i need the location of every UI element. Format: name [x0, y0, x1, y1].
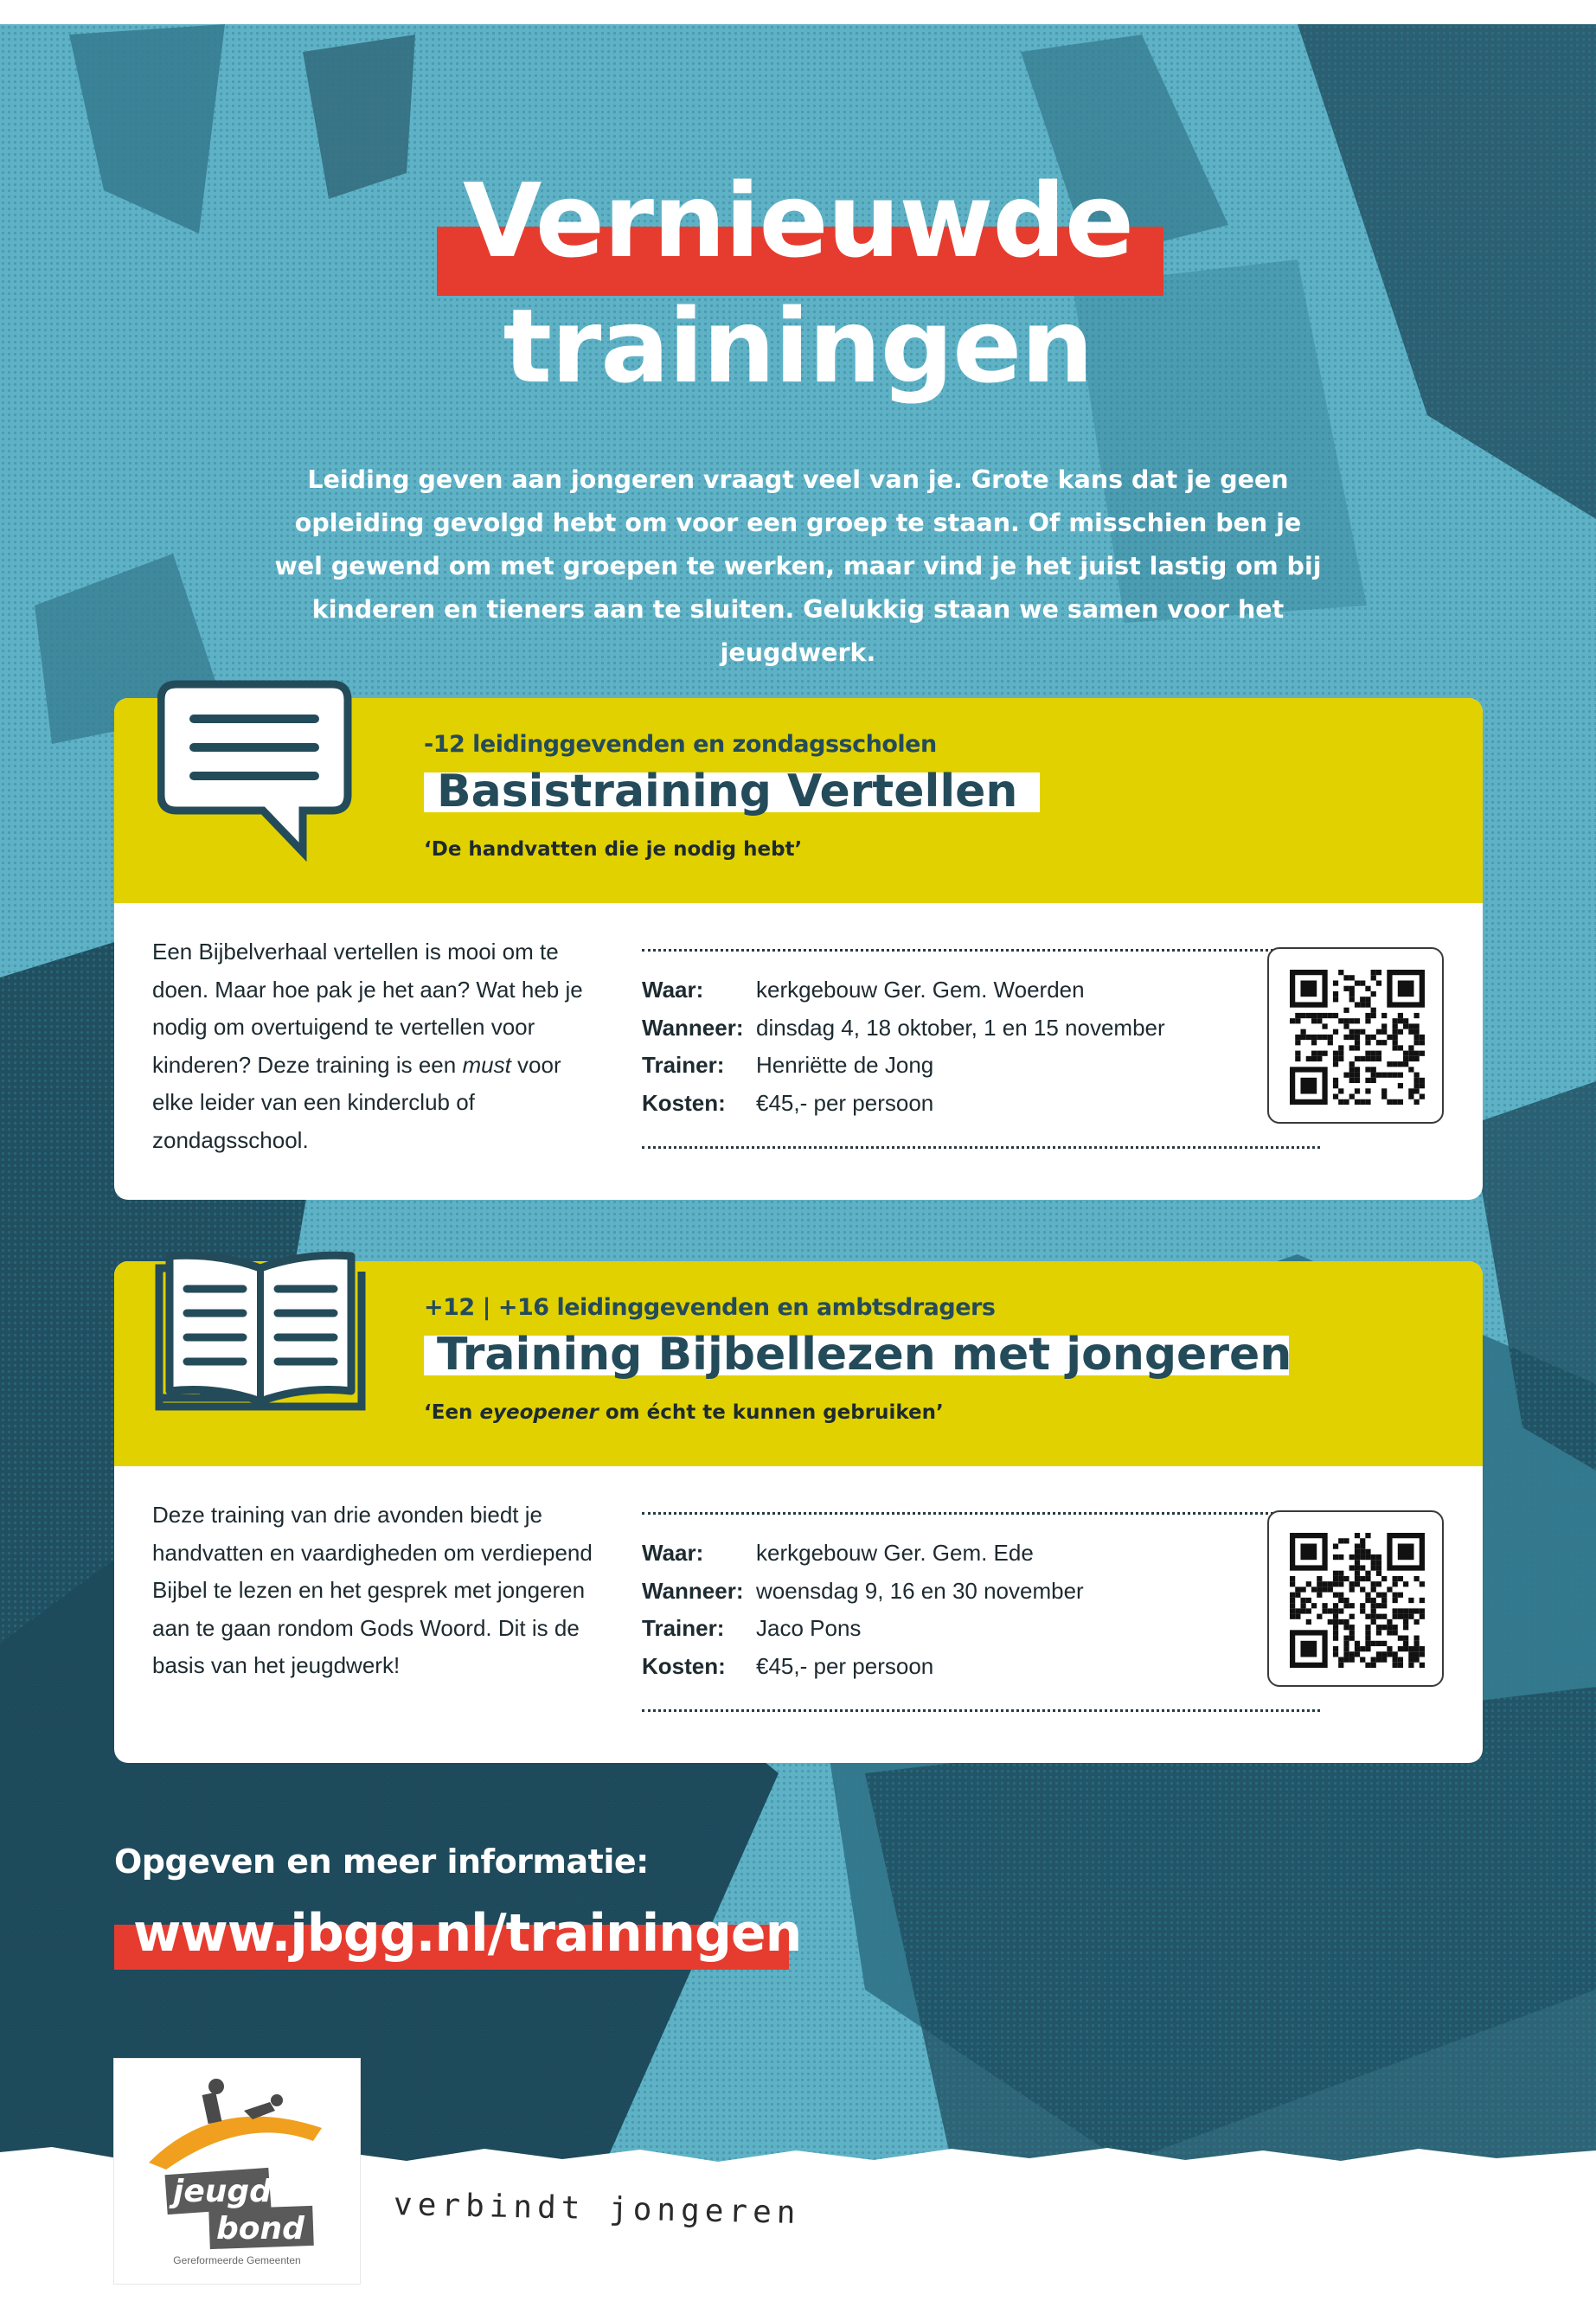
page-title-line-2: trainingen — [503, 286, 1093, 406]
intro-text: Leiding geven aan jongeren vraagt veel van je. Grote kans dat je geen opleiding gevolgd hebt om voor een groep te staan. Of misschien ben je wel gewend om met groepen te werken, maar vind je het juist lastig om bij kinderen en tieners aan te sluiten. Gelukkig staan we samen voor het jeugdwerk. — [274, 465, 1322, 667]
detail-row-wanneer — [642, 1009, 1334, 1048]
detail-row-trainer — [642, 1047, 1334, 1085]
cta-url-link[interactable]: www.jbgg.nl/trainingen — [133, 1903, 802, 1964]
open-book-icon — [152, 1246, 369, 1419]
card-title: Training Bijbellezen met jongeren — [437, 1329, 1292, 1381]
detail-value: dinsdag 4, 18 oktober, 1 en 15 november — [756, 1014, 1165, 1041]
quote-part: om écht te kunnen gebruiken’ — [598, 1401, 944, 1424]
training-details — [642, 971, 1334, 1122]
desc-part: voor elke leider van een kinderclub of zondagsschool. — [152, 1051, 561, 1153]
speech-bubble-icon — [157, 674, 356, 873]
dotted-divider-bottom — [642, 1146, 1320, 1149]
detail-label: Waar: — [642, 977, 704, 1003]
detail-value: Henriëtte de Jong — [756, 1052, 934, 1078]
qr-code[interactable] — [1267, 1510, 1444, 1687]
page-title-line-1: Vernieuwde — [462, 161, 1134, 280]
desc-emphasis: must — [462, 1051, 511, 1078]
card-audience: -12 leidinggevenden en zondagsscholen — [424, 731, 937, 758]
training-card-bijbellezen — [114, 1261, 1483, 1763]
card-description — [152, 933, 602, 1159]
dotted-divider-top — [642, 949, 1320, 952]
detail-row-kosten — [642, 1648, 1334, 1686]
qr-code-icon — [1290, 1533, 1425, 1668]
jeugdbond-logo — [114, 2059, 360, 2284]
detail-value: kerkgebouw Ger. Gem. Ede — [756, 1540, 1034, 1566]
detail-value: €45,- per persoon — [756, 1089, 934, 1116]
training-details — [642, 1535, 1334, 1685]
dotted-divider-top — [642, 1512, 1320, 1515]
detail-label: Trainer: — [642, 1052, 725, 1078]
detail-row-wanneer — [642, 1573, 1334, 1611]
quote-emphasis: eyeopener — [479, 1401, 599, 1424]
tagline: verbindt jongeren — [393, 2187, 801, 2231]
detail-value: woensdag 9, 16 en 30 november — [756, 1577, 1084, 1604]
title-line-2-wrap — [0, 286, 1596, 406]
detail-row-waar — [642, 971, 1334, 1009]
card-quote — [424, 1401, 944, 1424]
logo-subtitle: Gereformeerde Gemeenten — [173, 2254, 301, 2266]
card-audience: +12 | +16 leidinggevenden en ambtsdragers — [424, 1294, 996, 1321]
detail-value: kerkgebouw Ger. Gem. Woerden — [756, 977, 1085, 1003]
qr-code[interactable] — [1267, 947, 1444, 1124]
desc-part: Een Bijbelverhaal vertellen is mooi om te doen. Maar hoe pak je het aan? Wat heb je nodig om overtuigend te vertellen voor kinderen? Deze training is een — [152, 939, 583, 1078]
detail-label: Waar: — [642, 1540, 704, 1566]
detail-value: Jaco Pons — [756, 1615, 862, 1641]
title-highlight-line-1 — [462, 161, 1134, 280]
detail-label: Kosten: — [642, 1089, 726, 1116]
detail-row-waar — [642, 1535, 1334, 1573]
card-title: Basistraining Vertellen — [437, 766, 1018, 817]
dotted-divider-bottom — [642, 1709, 1320, 1712]
logo-word-jeugd: jeugd — [173, 2174, 272, 2209]
detail-value: €45,- per persoon — [756, 1652, 934, 1679]
detail-label: Kosten: — [642, 1652, 726, 1679]
cta-label: Opgeven en meer informatie: — [114, 1843, 649, 1881]
detail-row-trainer — [642, 1610, 1334, 1648]
detail-label: Wanneer: — [642, 1014, 744, 1041]
qr-code-icon — [1290, 970, 1425, 1105]
training-card-vertellen — [114, 698, 1483, 1200]
title-line-1-wrap — [0, 161, 1596, 280]
title-line-2-block — [503, 286, 1093, 406]
quote-part: ‘Een — [424, 1401, 480, 1424]
jeugdbond-logo-mark — [114, 2059, 360, 2254]
detail-row-kosten — [642, 1085, 1334, 1123]
card-quote: ‘De handvatten die je nodig hebt’ — [424, 838, 803, 861]
detail-label: Wanneer: — [642, 1577, 744, 1604]
card-description: Deze training van drie avonden biedt je handvatten en vaardigheden om verdiepend Bijbel te lezen en het gesprek met jongeren aan te gaan rondom Gods Woord. Dit is de basis van het jeugdwerk! — [152, 1502, 593, 1678]
detail-label: Trainer: — [642, 1615, 725, 1641]
logo-word-bond: bond — [216, 2211, 304, 2247]
